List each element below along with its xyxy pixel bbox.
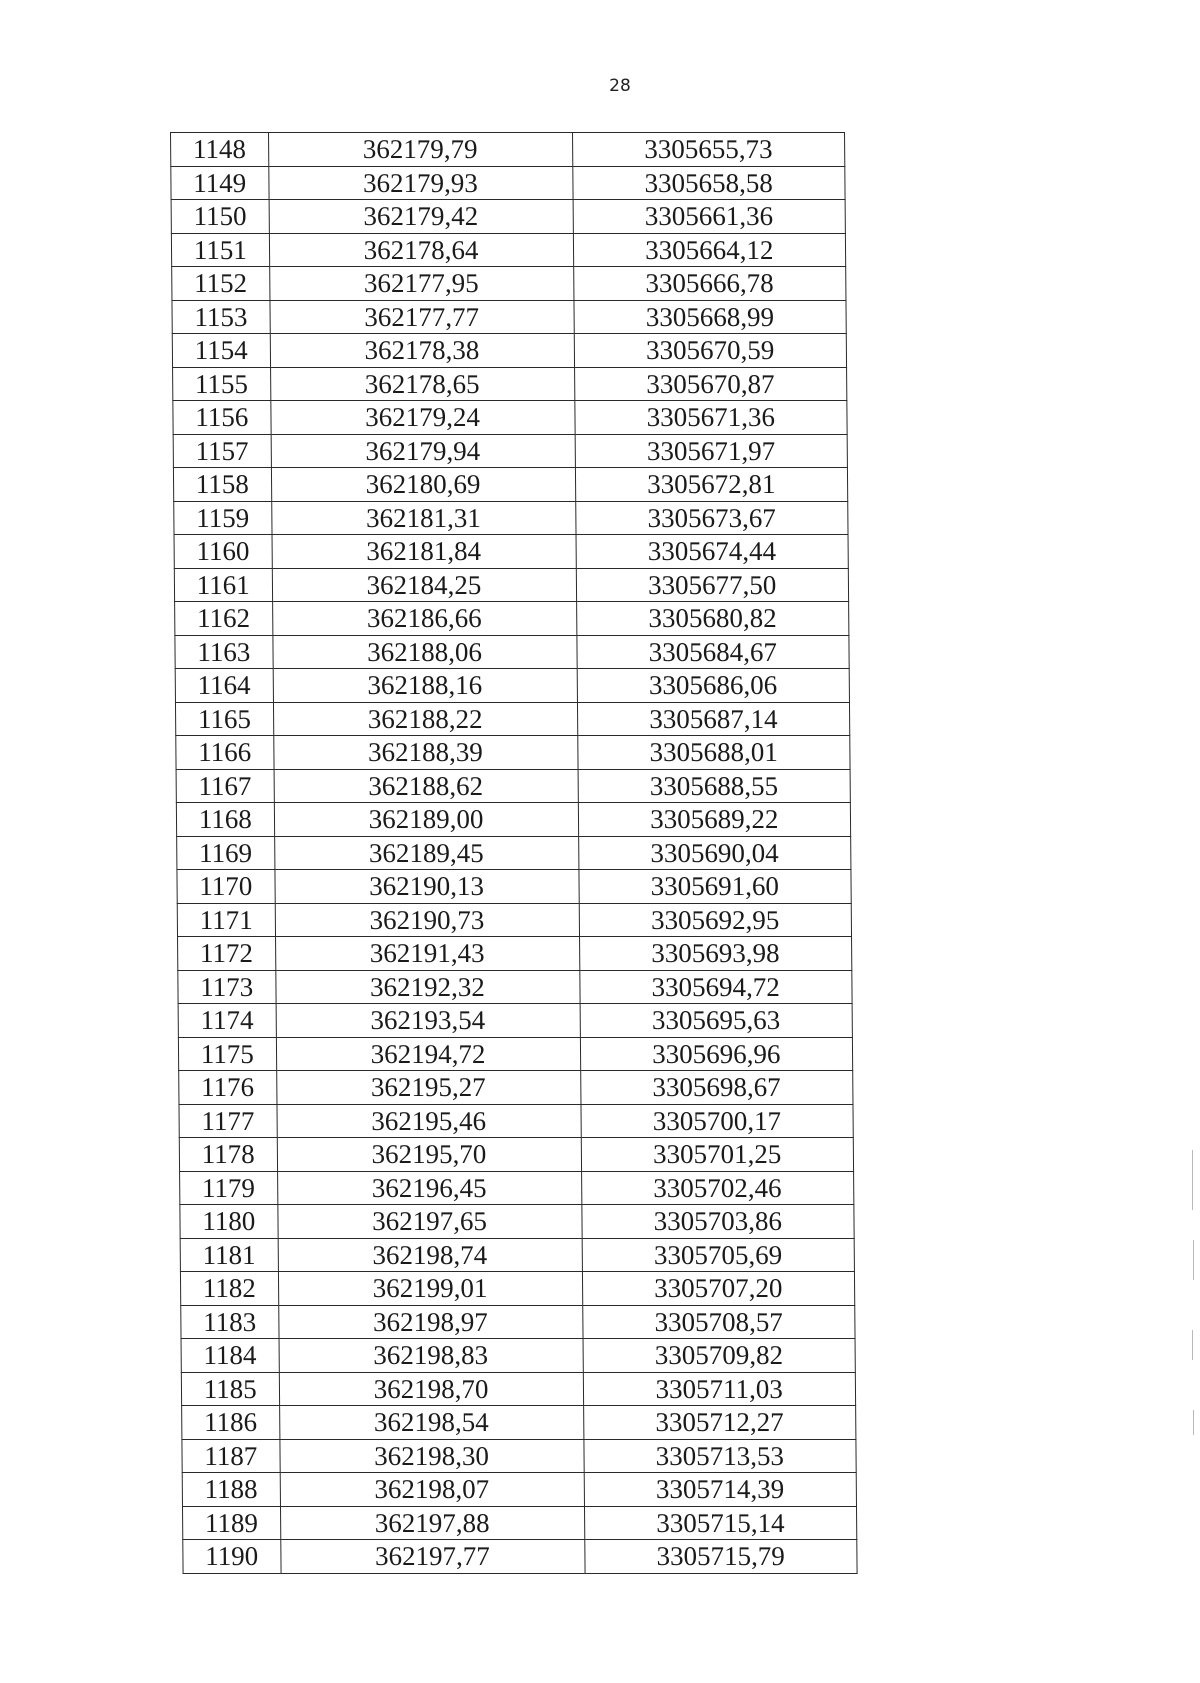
y-coordinate-cell: 3305668,99 xyxy=(573,300,846,334)
table-row xyxy=(173,434,847,468)
y-coordinate-cell: 3305707,20 xyxy=(582,1272,855,1306)
table-row xyxy=(177,836,851,870)
point-number-cell: 1174 xyxy=(178,1004,276,1038)
y-coordinate-cell: 3305684,67 xyxy=(576,635,849,669)
point-number-cell: 1155 xyxy=(173,367,271,401)
y-coordinate-cell: 3305701,25 xyxy=(581,1138,854,1172)
x-coordinate-cell: 362194,72 xyxy=(276,1037,580,1071)
x-coordinate-cell: 362198,74 xyxy=(278,1238,582,1272)
x-coordinate-cell: 362198,83 xyxy=(279,1339,583,1373)
x-coordinate-cell: 362193,54 xyxy=(276,1004,580,1038)
point-number-cell: 1176 xyxy=(179,1071,277,1105)
x-coordinate-cell: 362177,95 xyxy=(269,267,573,301)
y-coordinate-cell: 3305674,44 xyxy=(576,535,849,569)
y-coordinate-cell: 3305677,50 xyxy=(576,568,849,602)
table-row xyxy=(172,300,846,334)
table-row xyxy=(178,1004,852,1038)
y-coordinate-cell: 3305705,69 xyxy=(582,1238,855,1272)
x-coordinate-cell: 362199,01 xyxy=(278,1272,582,1306)
x-coordinate-cell: 362188,22 xyxy=(273,702,577,736)
table-row xyxy=(182,1439,856,1473)
x-coordinate-cell: 362188,62 xyxy=(274,769,578,803)
y-coordinate-cell: 3305671,97 xyxy=(575,434,848,468)
point-number-cell: 1151 xyxy=(171,233,269,267)
page-number: 28 xyxy=(609,76,631,96)
y-coordinate-cell: 3305666,78 xyxy=(573,267,846,301)
table-row xyxy=(176,803,850,837)
x-coordinate-cell: 362197,88 xyxy=(280,1506,584,1540)
y-coordinate-cell: 3305655,73 xyxy=(572,133,845,167)
x-coordinate-cell: 362198,97 xyxy=(278,1305,582,1339)
x-coordinate-cell: 362186,66 xyxy=(272,602,576,636)
x-coordinate-cell: 362177,77 xyxy=(269,300,573,334)
point-number-cell: 1152 xyxy=(172,267,270,301)
table-row xyxy=(174,568,848,602)
y-coordinate-cell: 3305700,17 xyxy=(580,1104,853,1138)
y-coordinate-cell: 3305658,58 xyxy=(572,166,845,200)
table-row xyxy=(181,1305,855,1339)
x-coordinate-cell: 362180,69 xyxy=(271,468,575,502)
table-row xyxy=(171,166,845,200)
y-coordinate-cell: 3305670,59 xyxy=(574,334,847,368)
x-coordinate-cell: 362178,65 xyxy=(270,367,574,401)
point-number-cell: 1163 xyxy=(175,635,273,669)
point-number-cell: 1188 xyxy=(182,1473,280,1507)
point-number-cell: 1183 xyxy=(181,1305,279,1339)
point-number-cell: 1187 xyxy=(182,1439,280,1473)
point-number-cell: 1165 xyxy=(175,702,273,736)
table-row xyxy=(176,769,850,803)
table-row xyxy=(179,1138,853,1172)
scan-speck xyxy=(1193,1410,1194,1435)
y-coordinate-cell: 3305688,55 xyxy=(578,769,851,803)
y-coordinate-cell: 3305715,14 xyxy=(584,1506,857,1540)
point-number-cell: 1185 xyxy=(181,1372,279,1406)
y-coordinate-cell: 3305673,67 xyxy=(575,501,848,535)
x-coordinate-cell: 362192,32 xyxy=(275,970,579,1004)
point-number-cell: 1150 xyxy=(171,200,269,234)
point-number-cell: 1164 xyxy=(175,669,273,703)
table-row xyxy=(181,1372,855,1406)
point-number-cell: 1186 xyxy=(182,1406,280,1440)
x-coordinate-cell: 362181,84 xyxy=(272,535,576,569)
x-coordinate-cell: 362188,39 xyxy=(273,736,577,770)
table-row xyxy=(183,1540,857,1574)
x-coordinate-cell: 362178,64 xyxy=(269,233,573,267)
y-coordinate-cell: 3305672,81 xyxy=(575,468,848,502)
x-coordinate-cell: 362195,70 xyxy=(277,1138,581,1172)
point-number-cell: 1153 xyxy=(172,300,270,334)
y-coordinate-cell: 3305661,36 xyxy=(573,200,846,234)
x-coordinate-cell: 362188,16 xyxy=(273,669,577,703)
point-number-cell: 1161 xyxy=(174,568,272,602)
x-coordinate-cell: 362198,07 xyxy=(280,1473,584,1507)
y-coordinate-cell: 3305712,27 xyxy=(583,1406,856,1440)
y-coordinate-cell: 3305715,79 xyxy=(584,1540,857,1574)
table-row xyxy=(180,1205,854,1239)
point-number-cell: 1170 xyxy=(177,870,275,904)
point-number-cell: 1148 xyxy=(171,133,269,167)
table-row xyxy=(171,133,845,167)
y-coordinate-cell: 3305693,98 xyxy=(579,937,852,971)
y-coordinate-cell: 3305696,96 xyxy=(580,1037,853,1071)
point-number-cell: 1179 xyxy=(180,1171,278,1205)
coordinates-table-body xyxy=(171,133,858,1574)
x-coordinate-cell: 362181,31 xyxy=(271,501,575,535)
point-number-cell: 1157 xyxy=(173,434,271,468)
table-row xyxy=(179,1071,853,1105)
x-coordinate-cell: 362179,93 xyxy=(268,166,572,200)
point-number-cell: 1159 xyxy=(174,501,272,535)
y-coordinate-cell: 3305688,01 xyxy=(577,736,850,770)
x-coordinate-cell: 362195,46 xyxy=(277,1104,581,1138)
point-number-cell: 1182 xyxy=(180,1272,278,1306)
x-coordinate-cell: 362198,30 xyxy=(279,1439,583,1473)
y-coordinate-cell: 3305703,86 xyxy=(581,1205,854,1239)
x-coordinate-cell: 362189,00 xyxy=(274,803,578,837)
y-coordinate-cell: 3305709,82 xyxy=(583,1339,856,1373)
table-row xyxy=(177,903,851,937)
point-number-cell: 1178 xyxy=(179,1138,277,1172)
x-coordinate-cell: 362197,77 xyxy=(280,1540,584,1574)
x-coordinate-cell: 362179,24 xyxy=(270,401,574,435)
point-number-cell: 1168 xyxy=(176,803,274,837)
table-row xyxy=(178,970,852,1004)
y-coordinate-cell: 3305671,36 xyxy=(574,401,847,435)
table-row xyxy=(175,702,849,736)
point-number-cell: 1177 xyxy=(179,1104,277,1138)
x-coordinate-cell: 362188,06 xyxy=(272,635,576,669)
point-number-cell: 1162 xyxy=(175,602,273,636)
table-row xyxy=(175,602,849,636)
table-row xyxy=(173,468,847,502)
point-number-cell: 1184 xyxy=(181,1339,279,1373)
x-coordinate-cell: 362195,27 xyxy=(276,1071,580,1105)
table-row xyxy=(173,401,847,435)
point-number-cell: 1173 xyxy=(178,970,276,1004)
x-coordinate-cell: 362179,79 xyxy=(268,133,572,167)
table-row xyxy=(180,1238,854,1272)
y-coordinate-cell: 3305698,67 xyxy=(580,1071,853,1105)
table-row xyxy=(177,870,851,904)
table-row xyxy=(180,1171,854,1205)
scan-speck xyxy=(1192,1150,1193,1210)
x-coordinate-cell: 362197,65 xyxy=(277,1205,581,1239)
point-number-cell: 1169 xyxy=(177,836,275,870)
table-row xyxy=(182,1506,856,1540)
y-coordinate-cell: 3305691,60 xyxy=(578,870,851,904)
x-coordinate-cell: 362191,43 xyxy=(275,937,579,971)
x-coordinate-cell: 362178,38 xyxy=(270,334,574,368)
x-coordinate-cell: 362198,54 xyxy=(279,1406,583,1440)
point-number-cell: 1154 xyxy=(172,334,270,368)
point-number-cell: 1171 xyxy=(177,903,275,937)
point-number-cell: 1166 xyxy=(176,736,274,770)
coordinates-table xyxy=(170,132,858,1574)
table-row xyxy=(175,669,849,703)
table-row xyxy=(174,501,848,535)
table-row xyxy=(182,1473,856,1507)
table-row xyxy=(171,200,845,234)
y-coordinate-cell: 3305702,46 xyxy=(581,1171,854,1205)
point-number-cell: 1180 xyxy=(180,1205,278,1239)
point-number-cell: 1149 xyxy=(171,166,269,200)
table-row xyxy=(172,267,846,301)
point-number-cell: 1181 xyxy=(180,1238,278,1272)
x-coordinate-cell: 362189,45 xyxy=(274,836,578,870)
point-number-cell: 1175 xyxy=(178,1037,276,1071)
table-row xyxy=(174,535,848,569)
table-row xyxy=(180,1272,854,1306)
y-coordinate-cell: 3305708,57 xyxy=(582,1305,855,1339)
point-number-cell: 1160 xyxy=(174,535,272,569)
y-coordinate-cell: 3305664,12 xyxy=(573,233,846,267)
table-row xyxy=(176,736,850,770)
point-number-cell: 1167 xyxy=(176,769,274,803)
table-row xyxy=(175,635,849,669)
x-coordinate-cell: 362184,25 xyxy=(272,568,576,602)
table-row xyxy=(178,1037,852,1071)
y-coordinate-cell: 3305687,14 xyxy=(577,702,850,736)
y-coordinate-cell: 3305690,04 xyxy=(578,836,851,870)
x-coordinate-cell: 362198,70 xyxy=(279,1372,583,1406)
y-coordinate-cell: 3305689,22 xyxy=(578,803,851,837)
table-row xyxy=(171,233,845,267)
table-row xyxy=(181,1339,855,1373)
table-row xyxy=(173,367,847,401)
y-coordinate-cell: 3305680,82 xyxy=(576,602,849,636)
y-coordinate-cell: 3305714,39 xyxy=(584,1473,857,1507)
y-coordinate-cell: 3305686,06 xyxy=(577,669,850,703)
y-coordinate-cell: 3305670,87 xyxy=(574,367,847,401)
scan-speck xyxy=(1193,1240,1194,1280)
y-coordinate-cell: 3305713,53 xyxy=(583,1439,856,1473)
table-row xyxy=(182,1406,856,1440)
y-coordinate-cell: 3305711,03 xyxy=(583,1372,856,1406)
x-coordinate-cell: 362179,94 xyxy=(271,434,575,468)
x-coordinate-cell: 362196,45 xyxy=(277,1171,581,1205)
point-number-cell: 1156 xyxy=(173,401,271,435)
x-coordinate-cell: 362190,73 xyxy=(275,903,579,937)
table-row xyxy=(178,937,852,971)
point-number-cell: 1172 xyxy=(178,937,276,971)
point-number-cell: 1190 xyxy=(183,1540,281,1574)
y-coordinate-cell: 3305692,95 xyxy=(579,903,852,937)
table-row xyxy=(179,1104,853,1138)
y-coordinate-cell: 3305695,63 xyxy=(580,1004,853,1038)
table-row xyxy=(172,334,846,368)
scan-speck xyxy=(1192,1330,1193,1360)
y-coordinate-cell: 3305694,72 xyxy=(579,970,852,1004)
point-number-cell: 1158 xyxy=(173,468,271,502)
point-number-cell: 1189 xyxy=(182,1506,280,1540)
x-coordinate-cell: 362190,13 xyxy=(274,870,578,904)
x-coordinate-cell: 362179,42 xyxy=(269,200,573,234)
